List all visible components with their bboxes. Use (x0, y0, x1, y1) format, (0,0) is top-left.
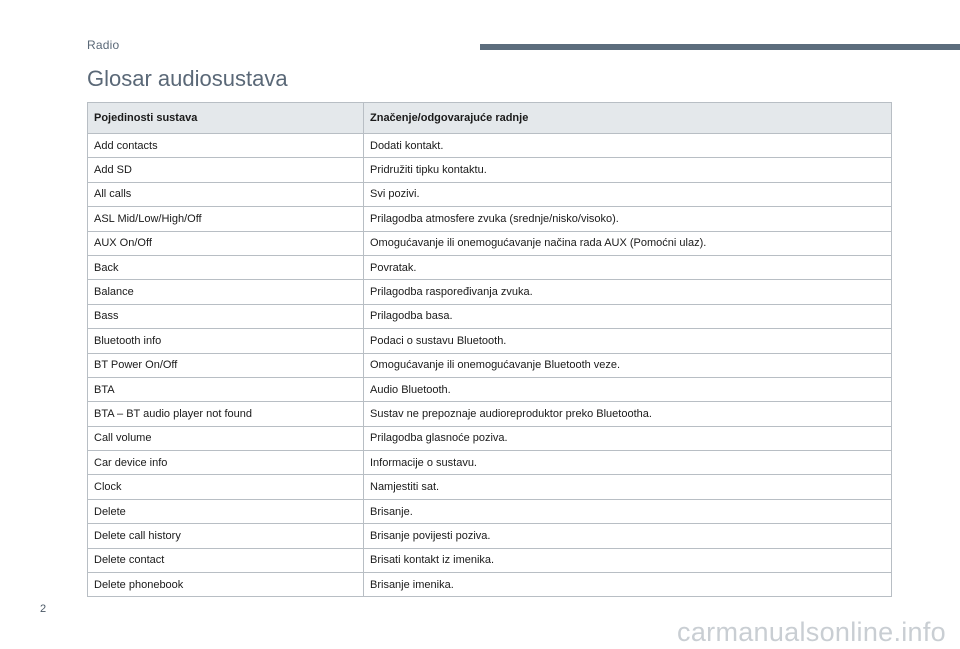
item-cell: Back (88, 255, 364, 279)
item-cell: Delete contact (88, 548, 364, 572)
meaning-cell: Sustav ne prepoznaje audioreproduktor preko Bluetootha. (364, 402, 892, 426)
item-cell: Call volume (88, 426, 364, 450)
meaning-cell: Audio Bluetooth. (364, 377, 892, 401)
table-row (88, 280, 892, 304)
meaning-cell: Podaci o sustavu Bluetooth. (364, 329, 892, 353)
item-cell: Car device info (88, 451, 364, 475)
column-header-item: Pojedinosti sustava (88, 103, 364, 134)
item-cell: BTA – BT audio player not found (88, 402, 364, 426)
table-row (88, 353, 892, 377)
table-row (88, 475, 892, 499)
meaning-cell: Brisanje povijesti poziva. (364, 524, 892, 548)
table-row (88, 548, 892, 572)
table-row (88, 377, 892, 401)
page-title: Glosar audiosustava (87, 66, 288, 91)
meaning-cell: Omogućavanje ili onemogućavanje načina rada AUX (Pomoćni ulaz). (364, 231, 892, 255)
meaning-cell: Svi pozivi. (364, 182, 892, 206)
meaning-cell: Prilagodba atmosfere zvuka (srednje/nisko/visoko). (364, 207, 892, 231)
meaning-cell: Brisati kontakt iz imenika. (364, 548, 892, 572)
meaning-cell: Prilagodba raspoređivanja zvuka. (364, 280, 892, 304)
meaning-cell: Prilagodba glasnoće poziva. (364, 426, 892, 450)
table-row (88, 231, 892, 255)
column-header-meaning: Značenje/odgovarajuće radnje (364, 103, 892, 134)
table-row (88, 182, 892, 206)
meaning-cell: Brisanje. (364, 499, 892, 523)
meaning-cell: Namjestiti sat. (364, 475, 892, 499)
item-cell: Clock (88, 475, 364, 499)
item-cell: Delete call history (88, 524, 364, 548)
item-cell: Bluetooth info (88, 329, 364, 353)
item-cell: Balance (88, 280, 364, 304)
meaning-cell: Omogućavanje ili onemogućavanje Bluetooth veze. (364, 353, 892, 377)
table-row (88, 255, 892, 279)
item-cell: Delete (88, 499, 364, 523)
meaning-cell: Dodati kontakt. (364, 134, 892, 158)
table-row (88, 402, 892, 426)
meaning-cell: Prilagodba basa. (364, 304, 892, 328)
table-row (88, 134, 892, 158)
item-cell: BT Power On/Off (88, 353, 364, 377)
table-row (88, 524, 892, 548)
meaning-cell: Brisanje imenika. (364, 573, 892, 597)
section-label: Radio (87, 38, 120, 52)
watermark: carmanualsonline.info (677, 617, 946, 647)
table-row (88, 158, 892, 182)
item-cell: Bass (88, 304, 364, 328)
table-row (88, 207, 892, 231)
table-row (88, 499, 892, 523)
table-row (88, 426, 892, 450)
glossary-table (87, 102, 892, 597)
meaning-cell: Pridružiti tipku kontaktu. (364, 158, 892, 182)
item-cell: BTA (88, 377, 364, 401)
table-row (88, 304, 892, 328)
item-cell: All calls (88, 182, 364, 206)
page-number: 2 (40, 603, 47, 615)
table-row (88, 451, 892, 475)
header-bar (480, 44, 960, 50)
table-row (88, 329, 892, 353)
table-header-row (88, 103, 892, 134)
item-cell: AUX On/Off (88, 231, 364, 255)
table-row (88, 573, 892, 597)
item-cell: Delete phonebook (88, 573, 364, 597)
meaning-cell: Povratak. (364, 255, 892, 279)
item-cell: ASL Mid/Low/High/Off (88, 207, 364, 231)
meaning-cell: Informacije o sustavu. (364, 451, 892, 475)
item-cell: Add contacts (88, 134, 364, 158)
item-cell: Add SD (88, 158, 364, 182)
